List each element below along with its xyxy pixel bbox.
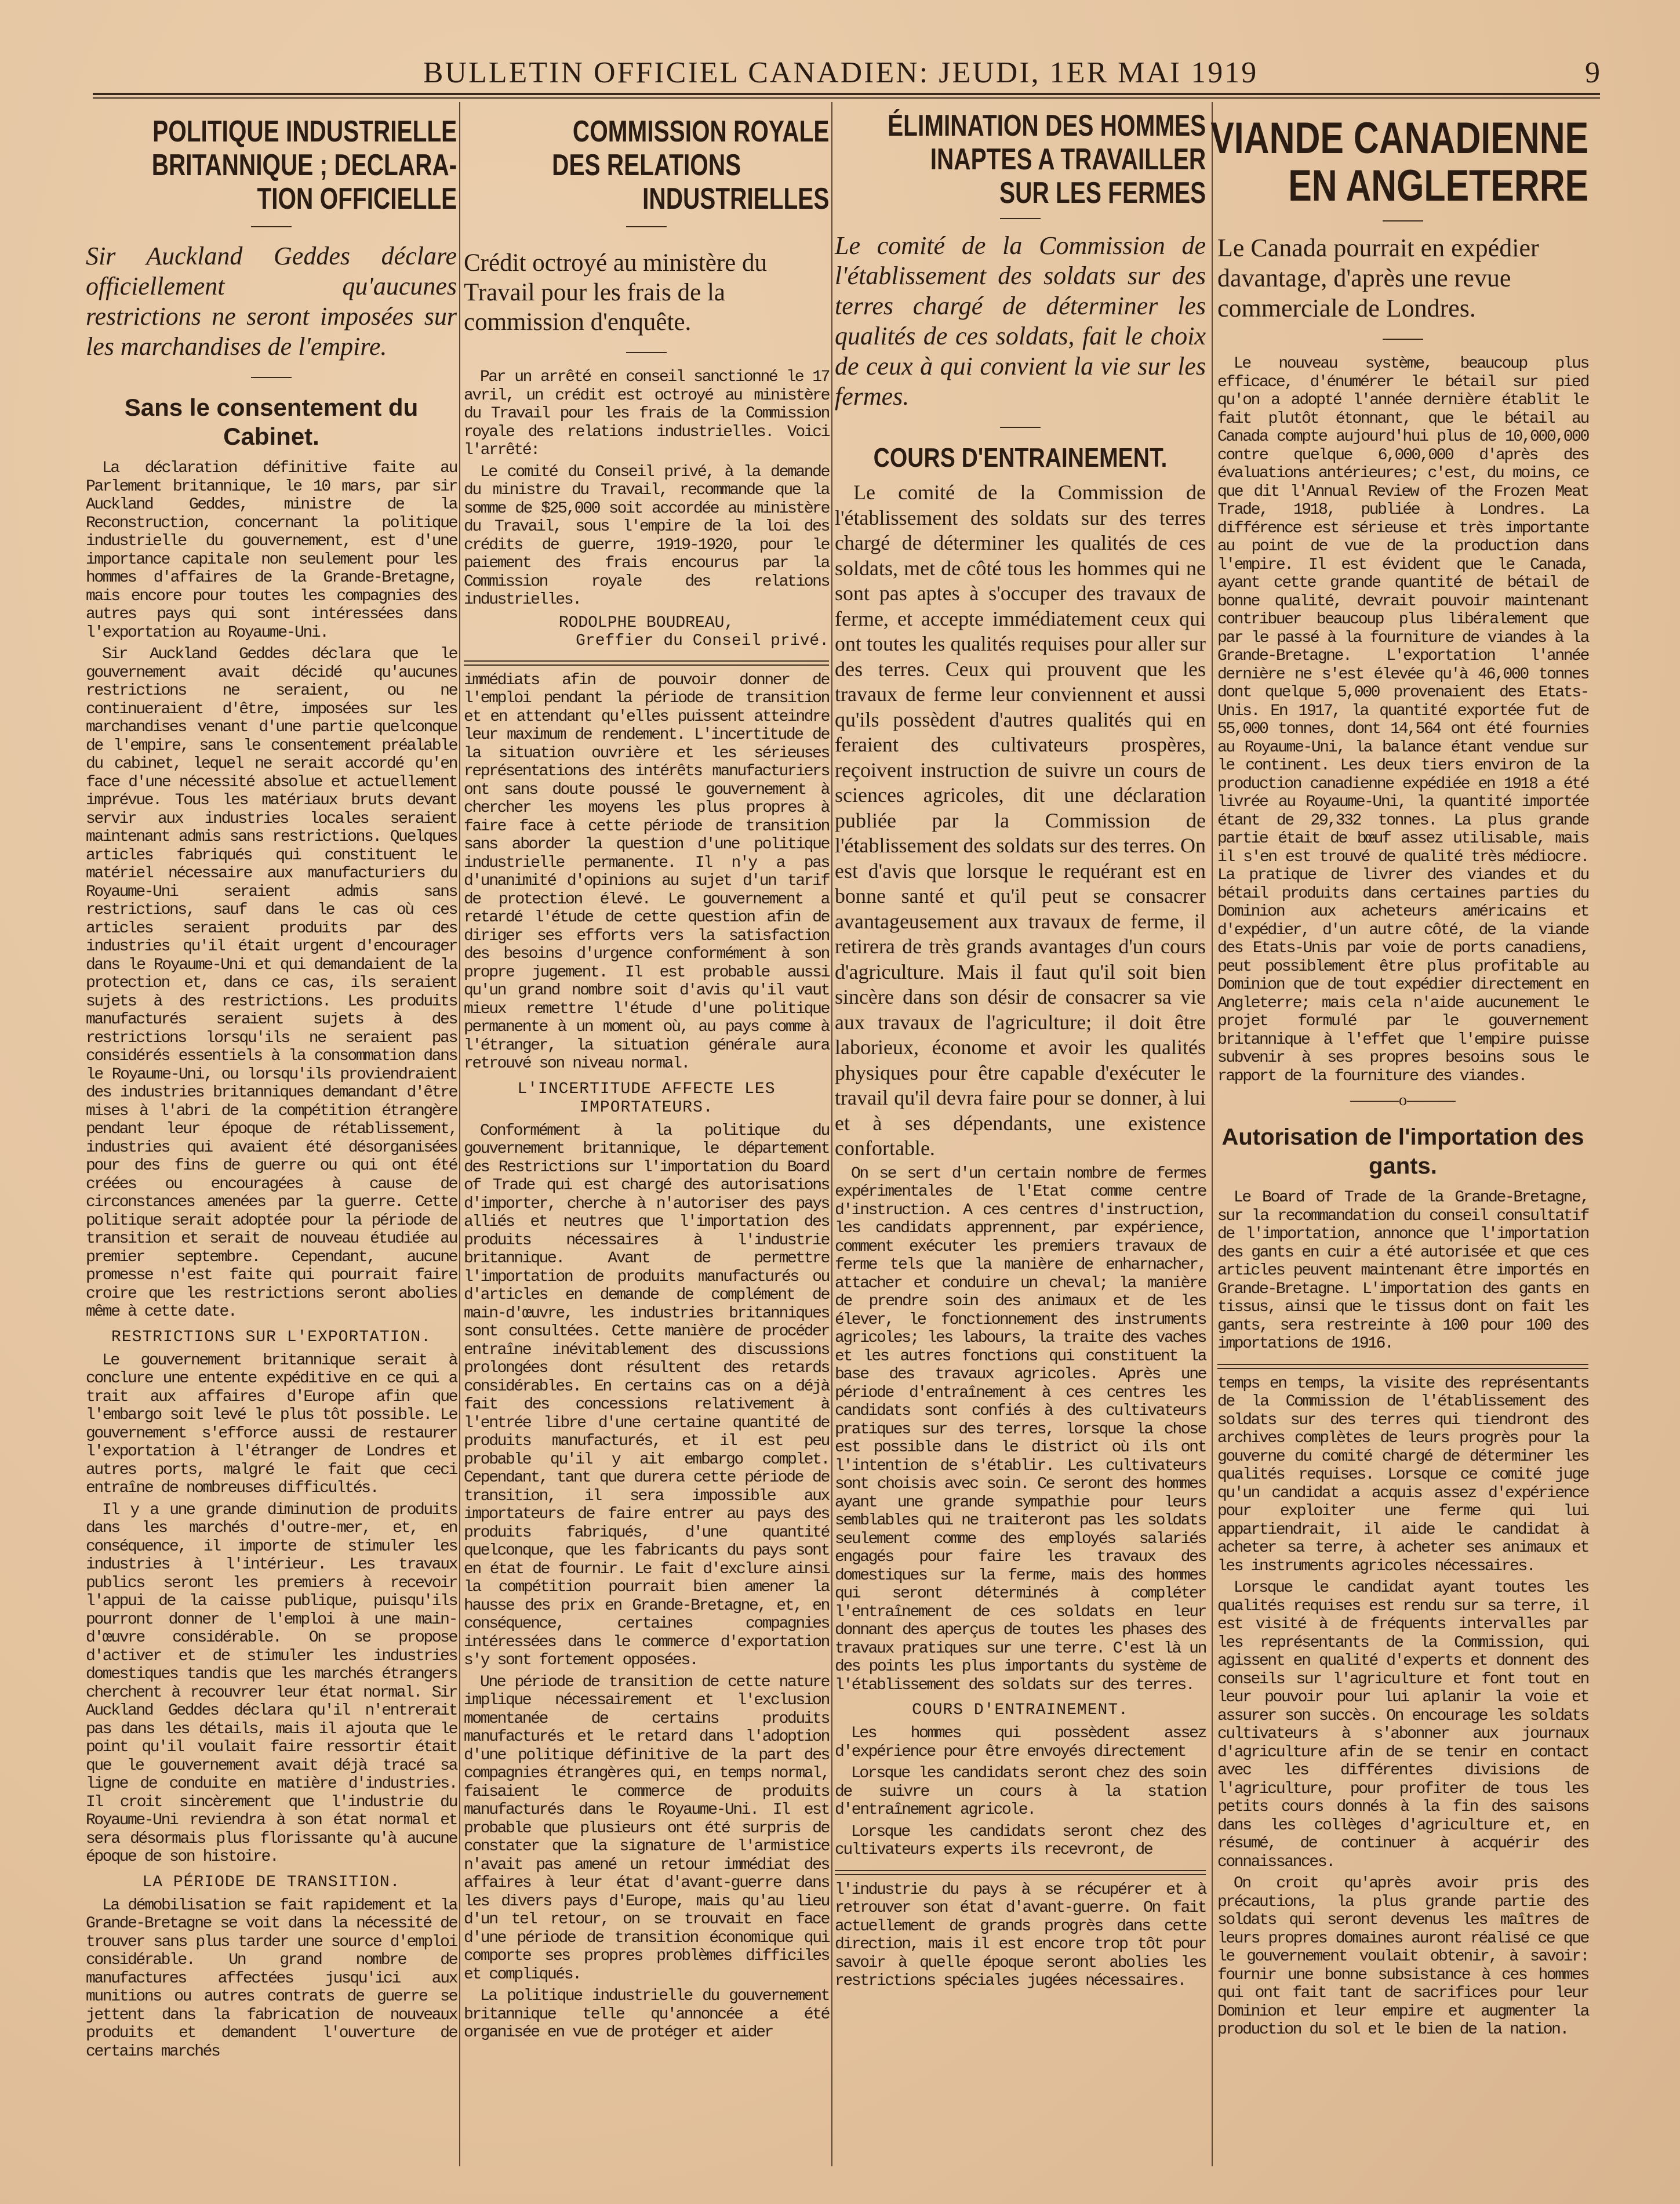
signature-name: RODOLPHE BOUDREAU, <box>558 613 734 632</box>
paragraph: immédiats afin de pouvoir donner de l'emploi pendant la période de transition et en attendant qu'elles puissent atteindre leur maximum de rendement. L'incertitude de la situation ouvrière et les sérieuses représentations des intérêts manufacturiers ont sans doute poussé le gouvernement à chercher les moyens les plus propres à faire face à cette période de transition sans aborder la question d'une politique industrielle permanente. Il n'y a pas d'unanimité d'opinions au sujet d'un tarif de protection élevé. Le gouvernement a retardé l'étude de cette question afin de diriger ses efforts vers la satisfaction des besoins d'urgence conformément à son propre jugement. Il est probable aussi qu'un grand nombre soit d'avis qu'il vaut mieux remettre l'étude d'une politique permanente à un moment où, au pays comme à l'étranger, la situation générale aura retrouvé son niveau normal. <box>464 671 829 1073</box>
divider-ornament: ———o——— <box>1350 1091 1456 1109</box>
section-caps: COURS D'ENTRAINEMENT. <box>912 1701 1129 1719</box>
column-divider <box>831 102 832 2166</box>
article-subhead: Sans le consentement du Cabinet. <box>124 394 419 450</box>
article-subhead: Autorisation de l'importation des gants. <box>1221 1124 1584 1179</box>
paragraph: On se sert d'un certain nombre de fermes expérimentales de l'Etat comme centre d'instruction. A ces centres d'instruction, les candidats apprennent, par expérience, comment exécuter les premiers travaux de ferme tels que la manière de enharnacher, attacher et conduire un cheval; la manière de prendre soin des animaux et de les élever, le fonctionnement des instruments agricoles; les labours, la traite des vaches et les autres fonctions qui constituent la base des travaux agricoles. Après une période d'entraînement à ces centres les candidats sont confiés à des cultivateurs pratiques sur des terres, lorsque la chose est possible dans le district où ils ont l'intention de s'établir. Les cultivateurs sont choisis avec soin. Ce seront des hommes ayant une grande sympathie pour leurs semblables qui ne traiteront pas les soldats seulement comme des employés salariés engagés pour faire les travaux des domestiques sur la ferme, mais des hommes qui seront déterminés à compléter l'entraînement de ces soldats en leur donnant des aperçus de toutes les phases des travaux pratiques sur une terre. C'est là un des points les plus importants du système de l'établissement des soldats sur des terres. <box>835 1164 1206 1694</box>
paragraph: Par un arrêté en conseil sanctionné le 17 avril, un crédit est octroyé au ministère du Travail pour les frais de la Commission royale des relations industrielles. Voici l'arrêté: <box>464 368 829 459</box>
headline-line: VIANDE CANADIENNE <box>1210 114 1588 163</box>
masthead-title: BULLETIN OFFICIEL CANADIEN: JEUDI, 1ER MAI 1919 <box>423 56 1259 89</box>
headline-line: EN ANGLETERRE <box>1288 161 1588 210</box>
paragraph: Le nouveau système, beaucoup plus efficace, d'énumérer le bétail sur pied qu'on a adopté l'année dernière établit le fait plutôt étonnant, que le bétail au Canada compte aujourd'hui plus de 10,000,000 contre quelque 6,000,000 d'après des évaluations antérieures; c'est, du moins, ce que dit l'Annual Review of the Frozen Meat Trade, 1918, publiée à Londres. La différence est sérieuse et très importante au point de vue de la production dans l'empire. Il est évident que le Canada, ayant cette grande quantité de bétail de bonne qualité, devrait pouvoir maintenant contribuer beaucoup plus libéralement que par le passé à la fourniture de viandes à la Grande-Bretagne. L'exportation l'année dernière ne s'est élevée qu'à 46,000 tonnes dont quelque 5,000 provenaient des Etats-Unis. En 1917, la quantité exportée fut de 55,000 tonnes, dont 14,564 ont été fournies au Royaume-Uni, la balance étant vendue sur le continent. Les deux tiers environ de la production canadienne expédiée en 1918 a été livrée au Royaume-Uni, la quantité importée étant de 29,332 tonnes. La plus grande partie était de bœuf assez utilisable, mais il s'en est trouvé de qualité très médiocre. La pratique de livrer des viandes et du bétail produits dans certaines parties du Dominion aux acheteurs américains et d'expédier, d'un autre côté, de la viande des Etats-Unis par voie de ports canadiens, peut possiblement être plus profitable au Dominion que de tout expédier directement en Angleterre; mais cela n'aide aucunement le projet formulé par le gouvernement britannique à l'effet que l'empire puisse subvenir à ses propres besoins sous le rapport de la fourniture des viandes. <box>1217 355 1588 1085</box>
headline-line: DES RELATIONS <box>551 148 741 182</box>
article-deck: Crédit octroyé au ministère du Travail pour les frais de la commission d'enquête. <box>464 249 768 336</box>
paragraph: Lorsque les candidats seront chez des cultivateurs experts ils recevront, de <box>835 1822 1206 1859</box>
double-rule <box>464 660 829 666</box>
headline-line: ÉLIMINATION DES HOMMES <box>887 109 1206 143</box>
paragraph: l'industrie du pays à se récupérer et à retrouver son état d'avant-guerre. On fait actuellement de grands progrès dans cette direction, mais il est encore trop tôt pour savoir à quelle époque seront abolies les restrictions spéciales jugées nécessaires. <box>835 1880 1206 1990</box>
paragraph: Lorsque les candidats seront chez des soin de suivre un cours à la station d'entraînement agricole. <box>835 1764 1206 1819</box>
article-royal-commission <box>464 104 829 2046</box>
headline-line: INDUSTRIELLES <box>642 182 829 216</box>
signature-title: Greffier du Conseil privé. <box>576 631 829 650</box>
paragraph: On croit qu'après avoir pris des précautions, la plus grande partie des soldats qui seront devenus les maîtres de leurs propres domaines auront réalisé ce que le gouvernement voulait obtenir, à savoir: fournir une bonne subsistance à ces hommes qui ont fait tant de sacrifices pour leur Dominion et leur empire et augmenter la production du sol et le bien de la nation. <box>1217 1875 1588 2039</box>
article-deck: Le Canada pourrait en expédier davantage, d'après une revue commerciale de Londres. <box>1217 234 1539 322</box>
article-canadian-meat <box>1210 104 1588 2043</box>
article-soldier-farms <box>835 104 1206 1994</box>
paragraph: Le gouvernement britannique serait à conclure une entente expéditive en ce qui a trait aux affaires d'Europe afin que l'embargo soit levé le plus tôt possible. Le gouvernement s'efforce aussi de restaurer l'exportation à l'étranger de Londres et autres ports, malgré le fait que ceci entraîne de nombreuses difficultés. <box>86 1351 457 1497</box>
paragraph: Le comité du Conseil privé, à la demande du ministre du Travail, recommande que la somme de $25,000 soit accordée au ministère du Travail, sous l'empire de la loi des crédits de guerre, 1919-1920, pour le paiement des frais encourus par la Commission royale des relations industrielles. <box>464 463 829 609</box>
section-caps: L'INCERTITUDE AFFECTE LES IMPORTATEURS. <box>517 1080 776 1117</box>
section-caps: LA PÉRIODE DE TRANSITION. <box>142 1873 401 1891</box>
headline-line: BRITANNIQUE ; DECLARA- <box>151 148 457 182</box>
paragraph: Les hommes qui possèdent assez d'expérience pour être envoyés directement <box>835 1724 1206 1761</box>
paragraph: Le comité de la Commission de l'établissement des soldats sur des terres chargé de déterminer les qualités de ces soldats, met de côté tous les hommes qui ne sont pas aptes à s'occuper des travaux de ferme, et accepte immédiatement ceux qui ont toutes les qualités requises pour aller sur des terres. Ceux qui prouvent que les travaux de ferme leur conviennent et aussi qu'ils possèdent d'autres qualités qui en feraient des cultivateurs prospères, reçoivent instruction de suivre un cours de sciences agricoles, dit une déclaration publiée par la Commission de l'établissement des soldats sur des terres. On est d'avis que lorsque le requérant est en bonne santé et qu'il peut se consacrer avantageusement aux travaux de ferme, il retirera de très grands avantages d'un cours d'agriculture. Mais il faut qu'il soit bien sincère dans son désir de consacrer sa vie aux travaux de l'agriculture; il doit être laborieux, économe et avoir les qualités physiques pour être capable d'exécuter le travail qu'il devra faire pour se donner, à lui et à ses dépendants, une existence confortable. <box>835 481 1206 1160</box>
column-divider <box>459 102 460 2166</box>
article-deck: Sir Auckland Geddes déclare officiellement qu'aucunes restrictions ne seront imposées sur les marchandises de l'empire. <box>86 242 457 361</box>
headline-line: INAPTES A TRAVAILLER <box>930 143 1206 176</box>
short-rule <box>626 226 667 227</box>
paragraph: Conformément à la politique du gouvernement britannique, le département des Restrictions sur l'importation du Board of Trade qui est chargé des autorisations d'importer, cherche à n'autoriser des pays alliés et neutres que l'importation des produits nécessaires à l'industrie britannique. Avant de permettre l'importation de produits manufacturés ou d'articles en demande de complément de main-d'œuvre, les industries britanniques sont consultées. Cette manière de procéder entraîne inévitablement des discussions prolongées dont résultent des retards considérables. En certains cas on a déjà fait des concessions relativement à l'entrée libre d'une certaine quantité de produits manufacturés, et il est peu probable qu'il y ait embargo complet. Cependant, tant que durera cette période de transition, il sera impossible aux importateurs de faire entrer au pays des produits fabriqués, d'une quantité quelconque, que les fabricants du pays sont en état de fournir. Le fait d'exclure ainsi la compétition pourrait bien amener la hausse des prix en Grande-Bretagne, et, en conséquence, certaines compagnies intéressées dans le commerce d'exportation s'y sont fortement opposées. <box>464 1121 829 1669</box>
masthead-rule-thin <box>93 97 1600 99</box>
headline-line: POLITIQUE INDUSTRIELLE <box>152 115 457 148</box>
paragraph: Il y a une grande diminution de produits dans les marchés d'outre-mer, et, en conséquence, il importe de stimuler les industries à l'intérieur. Les travaux publics seront les premiers à recevoir l'appui de la caisse publique, puisqu'ils pourront donner de l'emploi à une main-d'œuvre considérable. On se propose d'activer et de stimuler les industries domestiques tandis que les marchés étrangers cherchent à recouvrer leur état normal. Sir Auckland Geddes déclara qu'il n'entrerait pas dans les détails, mais il ajouta que le point qu'il voulait faire ressortir était que le gouvernement avait déjà tracé sa ligne de conduite en matière d'industries. Il croit sincèrement que l'industrie du Royaume-Uni reviendra à son état normal et sera désormais plus florissante qu'à aucune époque de son histoire. <box>86 1501 457 1866</box>
short-rule <box>626 352 667 353</box>
masthead <box>93 56 1600 96</box>
short-rule <box>251 226 292 227</box>
paragraph: Le Board of Trade de la Grande-Bretagne, sur la recommandation du conseil consultatif de l'importation, annonce que l'importation des gants en cuir a été autorisée et que ces articles peuvent maintenant être importés en Grande-Bretagne. L'importation des gants en tissus, ainsi que le tissus dont on fait les gants, sera restreinte à 100 pour 100 des importations de 1916. <box>1217 1189 1588 1353</box>
short-rule <box>251 377 292 378</box>
paragraph: temps en temps, la visite des représentants de la Commission de l'établissement des soldats sur des terres qui tiendront des archives complètes de leurs progrès pour la gouverne du comité chargé de déterminer les qualités requises. Lorsque ce comité juge qu'un candidat a acquis assez d'expérience pour exploiter une ferme qui lui appartiendrait, il aide le candidat à acheter sa terre, à acheter ses animaux et les instruments agricoles nécessaires. <box>1217 1374 1588 1575</box>
short-rule <box>1000 427 1041 428</box>
double-rule <box>835 1870 1206 1875</box>
short-rule <box>1383 220 1423 222</box>
paragraph: La politique industrielle du gouvernement britannique telle qu'annoncée a été organisée en vue de protéger et aider <box>464 1987 829 2042</box>
paragraph: Une période de transition de cette nature implique nécessairement et l'exclusion momentanée de certains produits manufacturés et le retard dans l'adoption d'une politique définitive de la part des compagnies étrangères qui, en temps normal, faisaient le commerce de produits manufacturés dans le Royaume-Uni. Il est probable que plusieurs ont été surpris de constater que la signature de l'armistice n'avait pas amené un retour immédiat des affaires à leur état d'avant-guerre dans les divers pays d'Europe, mais qu'au lieu d'un tel retour, on se trouvait en face d'une période de transition économique qui comporte ses propres problèmes difficiles et compliqués. <box>464 1673 829 1984</box>
article-subhead: COURS D'ENTRAINEMENT. <box>873 442 1168 473</box>
short-rule <box>1383 339 1423 340</box>
article-deck: Le comité de la Commission de l'établissement des soldats sur des terres chargé de déterminer les qualités de ces soldats, fait le choix de ceux à qui convient la vie sur les fermes. <box>835 231 1206 411</box>
section-caps: RESTRICTIONS SUR L'EXPORTATION. <box>111 1328 431 1346</box>
paragraph: La démobilisation se fait rapidement et la Grande-Bretagne se voit dans la nécessité de trouver sans plus tarder une source d'emploi considérable. Un grand nombre de manufactures affectées jusqu'ici aux munitions ou autres contrats de guerre se jettent dans la fabrication de nouveaux produits et demandent l'ouverture de certains marchés <box>86 1896 457 2061</box>
page-number: 9 <box>1585 56 1600 89</box>
column-divider <box>1212 102 1213 2166</box>
paragraph: Sir Auckland Geddes déclara que le gouvernement avait décidé qu'aucunes restrictions ne seraient, ou ne continueraient d'être, imposées sur les marchandises venant d'une partie quelconque de l'empire, sans le consentement préalable du cabinet, lequel ne serait accordé qu'en face d'une nécessité absolue et actuellement imprévue. Tous les matériaux bruts devant servir aux industries locales seraient maintenant admis sans restrictions. Quelques articles fabriqués qui constituent le matériel nécessaire aux manufacturiers du Royaume-Uni seraient admis sans restrictions, sauf dans le cas où ces articles seraient produits par des industries qu'il était urgent d'encourager dans le Royaume-Uni et qui demandaient de la protection et, dans ce cas, ils seraient sujets à des restrictions. Les produits manufacturés seraient sujets à des restrictions lorsqu'ils ne seraient pas considérés essentiels à la consommation dans le Royaume-Uni, ou lorsqu'ils proviendraient des industries britanniques demandant d'être mises à l'abri de la compétition étrangère pendant leur époque de rétablissement, industries qui avaient été désorganisées pour des fins de guerre ou qui ont été créées ou encouragées à cause de circonstances amenées par la guerre. Cette politique serait adoptée pour la période de transition et serait de nouveau étudiée au premier septembre. Cependant, aucune promesse n'est faite qui pourrait faire croire que les restrictions seront abolies même à cette date. <box>86 645 457 1321</box>
headline-line: TION OFFICIELLE <box>257 182 457 216</box>
headline-line: SUR LES FERMES <box>999 176 1206 210</box>
headline-line: COMMISSION ROYALE <box>572 115 829 148</box>
short-rule <box>1000 218 1041 219</box>
paragraph: Lorsque le candidat ayant toutes les qualités requises est rendu sur sa terre, il est visité à de fréquents intervalles par les représentants de la Commission, qui agissent en qualité d'experts et donnent des conseils sur l'agriculture et font tout en leur pouvoir pour lui aplanir la voie et assurer son succès. On encourage les soldats cultivateurs à s'abonner aux journaux d'agriculture afin de se tenir en contact avec les différentes divisions de l'agriculture, pour profiter de tous les petits cours donnés à la fin des saisons dans les collèges d'agriculture et, en résumé, de continuer à acquérir des connaissances. <box>1217 1579 1588 1871</box>
double-rule <box>1217 1364 1588 1369</box>
article-industrial-policy <box>86 104 457 2064</box>
paragraph: La déclaration définitive faite au Parlement britannique, le 10 mars, par sir Auckland Geddes, ministre de la Reconstruction, concernant la politique industrielle du gouvernement, est d'une importance capitale non seulement pour les hommes d'affaires de la Grande-Bretagne, mais encore pour toutes les compagnies des autres pays qui sont intéressées dans l'exportation au Royaume-Uni. <box>86 459 457 642</box>
masthead-rule <box>93 93 1600 95</box>
